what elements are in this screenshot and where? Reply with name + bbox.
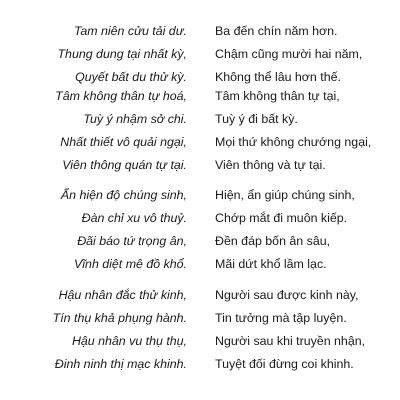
poem-line (0, 230, 400, 253)
vietnamese-line: Tâm không thân tự tại, (215, 89, 340, 103)
chinese-line: Ẩn hiện độ chúng sinh, (60, 188, 187, 202)
chinese-line: Tín thụ khả phụng hành. (52, 311, 187, 325)
stanza-2 (0, 85, 400, 177)
chinese-line: Đãi báo tứ trọng ân, (77, 234, 187, 248)
poem-line (0, 284, 400, 307)
stanza-4 (0, 284, 400, 376)
vietnamese-line: Tin tưởng mà tập luyện. (215, 311, 347, 325)
vietnamese-line: Mãi dứt khổ lầm lạc. (215, 257, 327, 271)
vietnamese-line: Viên thông và tự tại. (215, 158, 326, 172)
poem-line-cut (0, 0, 400, 20)
vietnamese-line: Tuyệt đối đừng coi khinh. (215, 357, 354, 371)
chinese-line: Nhất thiết vô quải ngại, (60, 135, 187, 149)
poem-line (0, 307, 400, 330)
vietnamese-line: Mọi thứ không chướng ngại, (215, 135, 372, 149)
poem-line (0, 207, 400, 230)
poem-line (0, 20, 400, 43)
poem-line (0, 353, 400, 376)
vietnamese-line: Chậm cũng mười hai năm, (215, 47, 363, 61)
chinese-line: Viên thông quán tự tại. (62, 158, 187, 172)
chinese-line: Đàn chỉ xu vô thuỷ. (81, 211, 187, 225)
poem-line (0, 131, 400, 154)
vietnamese-line: Chớp mắt đi muôn kiếp. (215, 211, 348, 225)
chinese-line: Quyết bất du thử kỳ. (75, 70, 187, 84)
vietnamese-line: Tuỳ ý đi bất kỳ. (215, 112, 298, 126)
poem-line (0, 108, 400, 131)
chinese-line: Vĩnh diệt mê đồ khổ. (74, 257, 187, 271)
chinese-line: Đinh ninh thị mạc khinh. (54, 357, 187, 371)
chinese-line: Thung dung tại nhất kỳ, (57, 47, 187, 61)
poem-line (0, 154, 400, 177)
poem-line (0, 253, 400, 276)
vietnamese-line: Người sau được kinh này, (215, 288, 359, 302)
vietnamese-line: Người sau khi truyền nhận, (215, 334, 366, 348)
stanza-1 (0, 0, 400, 89)
vietnamese-line: Ba đến chín năm hơn. (215, 24, 338, 38)
poem-line (0, 184, 400, 207)
poem-line (0, 330, 400, 353)
vietnamese-line: Không thể lâu hơn thế. (215, 70, 341, 84)
chinese-line: Tâm không thân tự hoá, (55, 89, 187, 103)
stanza-3 (0, 184, 400, 276)
poem-line (0, 43, 400, 66)
vietnamese-line: Hiện, ẩn giúp chúng sinh, (215, 188, 355, 202)
chinese-line: Hậu nhân vu thụ thụ, (71, 334, 187, 348)
chinese-line: Hậu nhân đắc thử kinh, (58, 288, 187, 302)
chinese-line: Tam niên cửu tải dư. (73, 24, 187, 38)
vietnamese-line: Đền đáp bốn ân sâu, (215, 234, 331, 248)
chinese-line: Tuỳ ý nhậm sở chi. (83, 112, 187, 126)
poem-line (0, 85, 400, 108)
